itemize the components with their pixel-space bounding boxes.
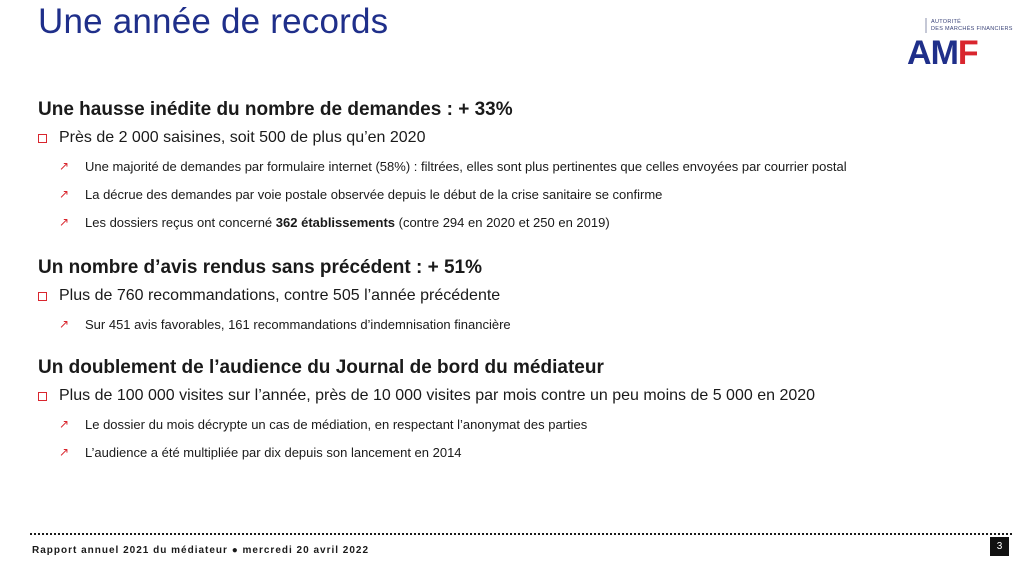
section-journal	[38, 354, 998, 466]
sub-bullet-item	[38, 310, 998, 338]
sub-bullet-text: Sur 451 avis favorables, 161 recommandations d’indemnisation financière	[85, 316, 511, 332]
arrow-up-right-icon: ↗	[59, 159, 70, 173]
slide-content	[38, 96, 998, 466]
sub-bullet-item	[38, 152, 998, 180]
logo-mark: AMF	[907, 34, 978, 72]
sub-bullet-item	[38, 208, 998, 236]
square-bullet-icon	[38, 134, 47, 143]
bullet-item	[38, 382, 998, 410]
logo-text-line2: DES MARCHÉS FINANCIERS	[931, 26, 1013, 32]
bullet-text: Plus de 760 recommandations, contre 505 l’année précédente	[59, 287, 501, 304]
sub-bullet-text: L’audience a été multipliée par dix depuis son lancement en 2014	[85, 444, 462, 460]
highlight-count: 362 établissements	[275, 214, 396, 230]
page-number: 3	[990, 537, 1009, 556]
arrow-up-right-icon: ↗	[59, 215, 70, 229]
section-demandes	[38, 96, 998, 236]
sub-bullet-text: Une majorité de demandes par formulaire internet (58%) : filtrées, elles sont plus pertinentes que celles envoyées par courrier postal	[85, 158, 847, 174]
bullet-text: Plus de 100 000 visites sur l’année, près de 10 000 visites par mois contre un peu moins de 5 000 en 2020	[59, 387, 816, 404]
arrow-up-right-icon: ↗	[59, 445, 70, 459]
section-heading: Une hausse inédite du nombre de demandes : + 33%	[38, 99, 513, 120]
section-heading: Un doublement de l’audience du Journal de bord du médiateur	[38, 357, 604, 378]
logo-text-line1: AUTORITÉ	[931, 19, 962, 25]
sub-bullet-text: Le dossier du mois décrypte un cas de médiation, en respectant l’anonymat des parties	[85, 416, 588, 432]
arrow-up-right-icon: ↗	[59, 187, 70, 201]
footer-divider	[30, 533, 1012, 535]
sub-bullet-item	[38, 180, 998, 208]
arrow-up-right-icon: ↗	[59, 317, 70, 331]
sub-bullet-text: Les dossiers reçus ont concerné 362 établissements (contre 294 en 2020 et 250 en 2019)	[85, 214, 610, 230]
amf-logo	[905, 18, 1017, 70]
sub-bullet-item	[38, 410, 998, 438]
square-bullet-icon	[38, 392, 47, 401]
sub-bullet-text: La décrue des demandes par voie postale observée depuis le début de la crise sanitaire se confirme	[85, 186, 663, 202]
footer-text: Rapport annuel 2021 du médiateur ● mercredi 20 avril 2022	[32, 545, 370, 556]
bullet-text: Près de 2 000 saisines, soit 500 de plus qu’en 2020	[59, 129, 426, 146]
square-bullet-icon	[38, 292, 47, 301]
arrow-up-right-icon: ↗	[59, 417, 70, 431]
section-avis	[38, 254, 998, 338]
bullet-item	[38, 282, 998, 310]
bullet-item	[38, 124, 998, 152]
logo-divider	[925, 18, 927, 33]
section-heading: Un nombre d’avis rendus sans précédent : + 51%	[38, 257, 483, 278]
slide-title: Une année de records	[38, 2, 389, 41]
sub-bullet-item	[38, 438, 998, 466]
